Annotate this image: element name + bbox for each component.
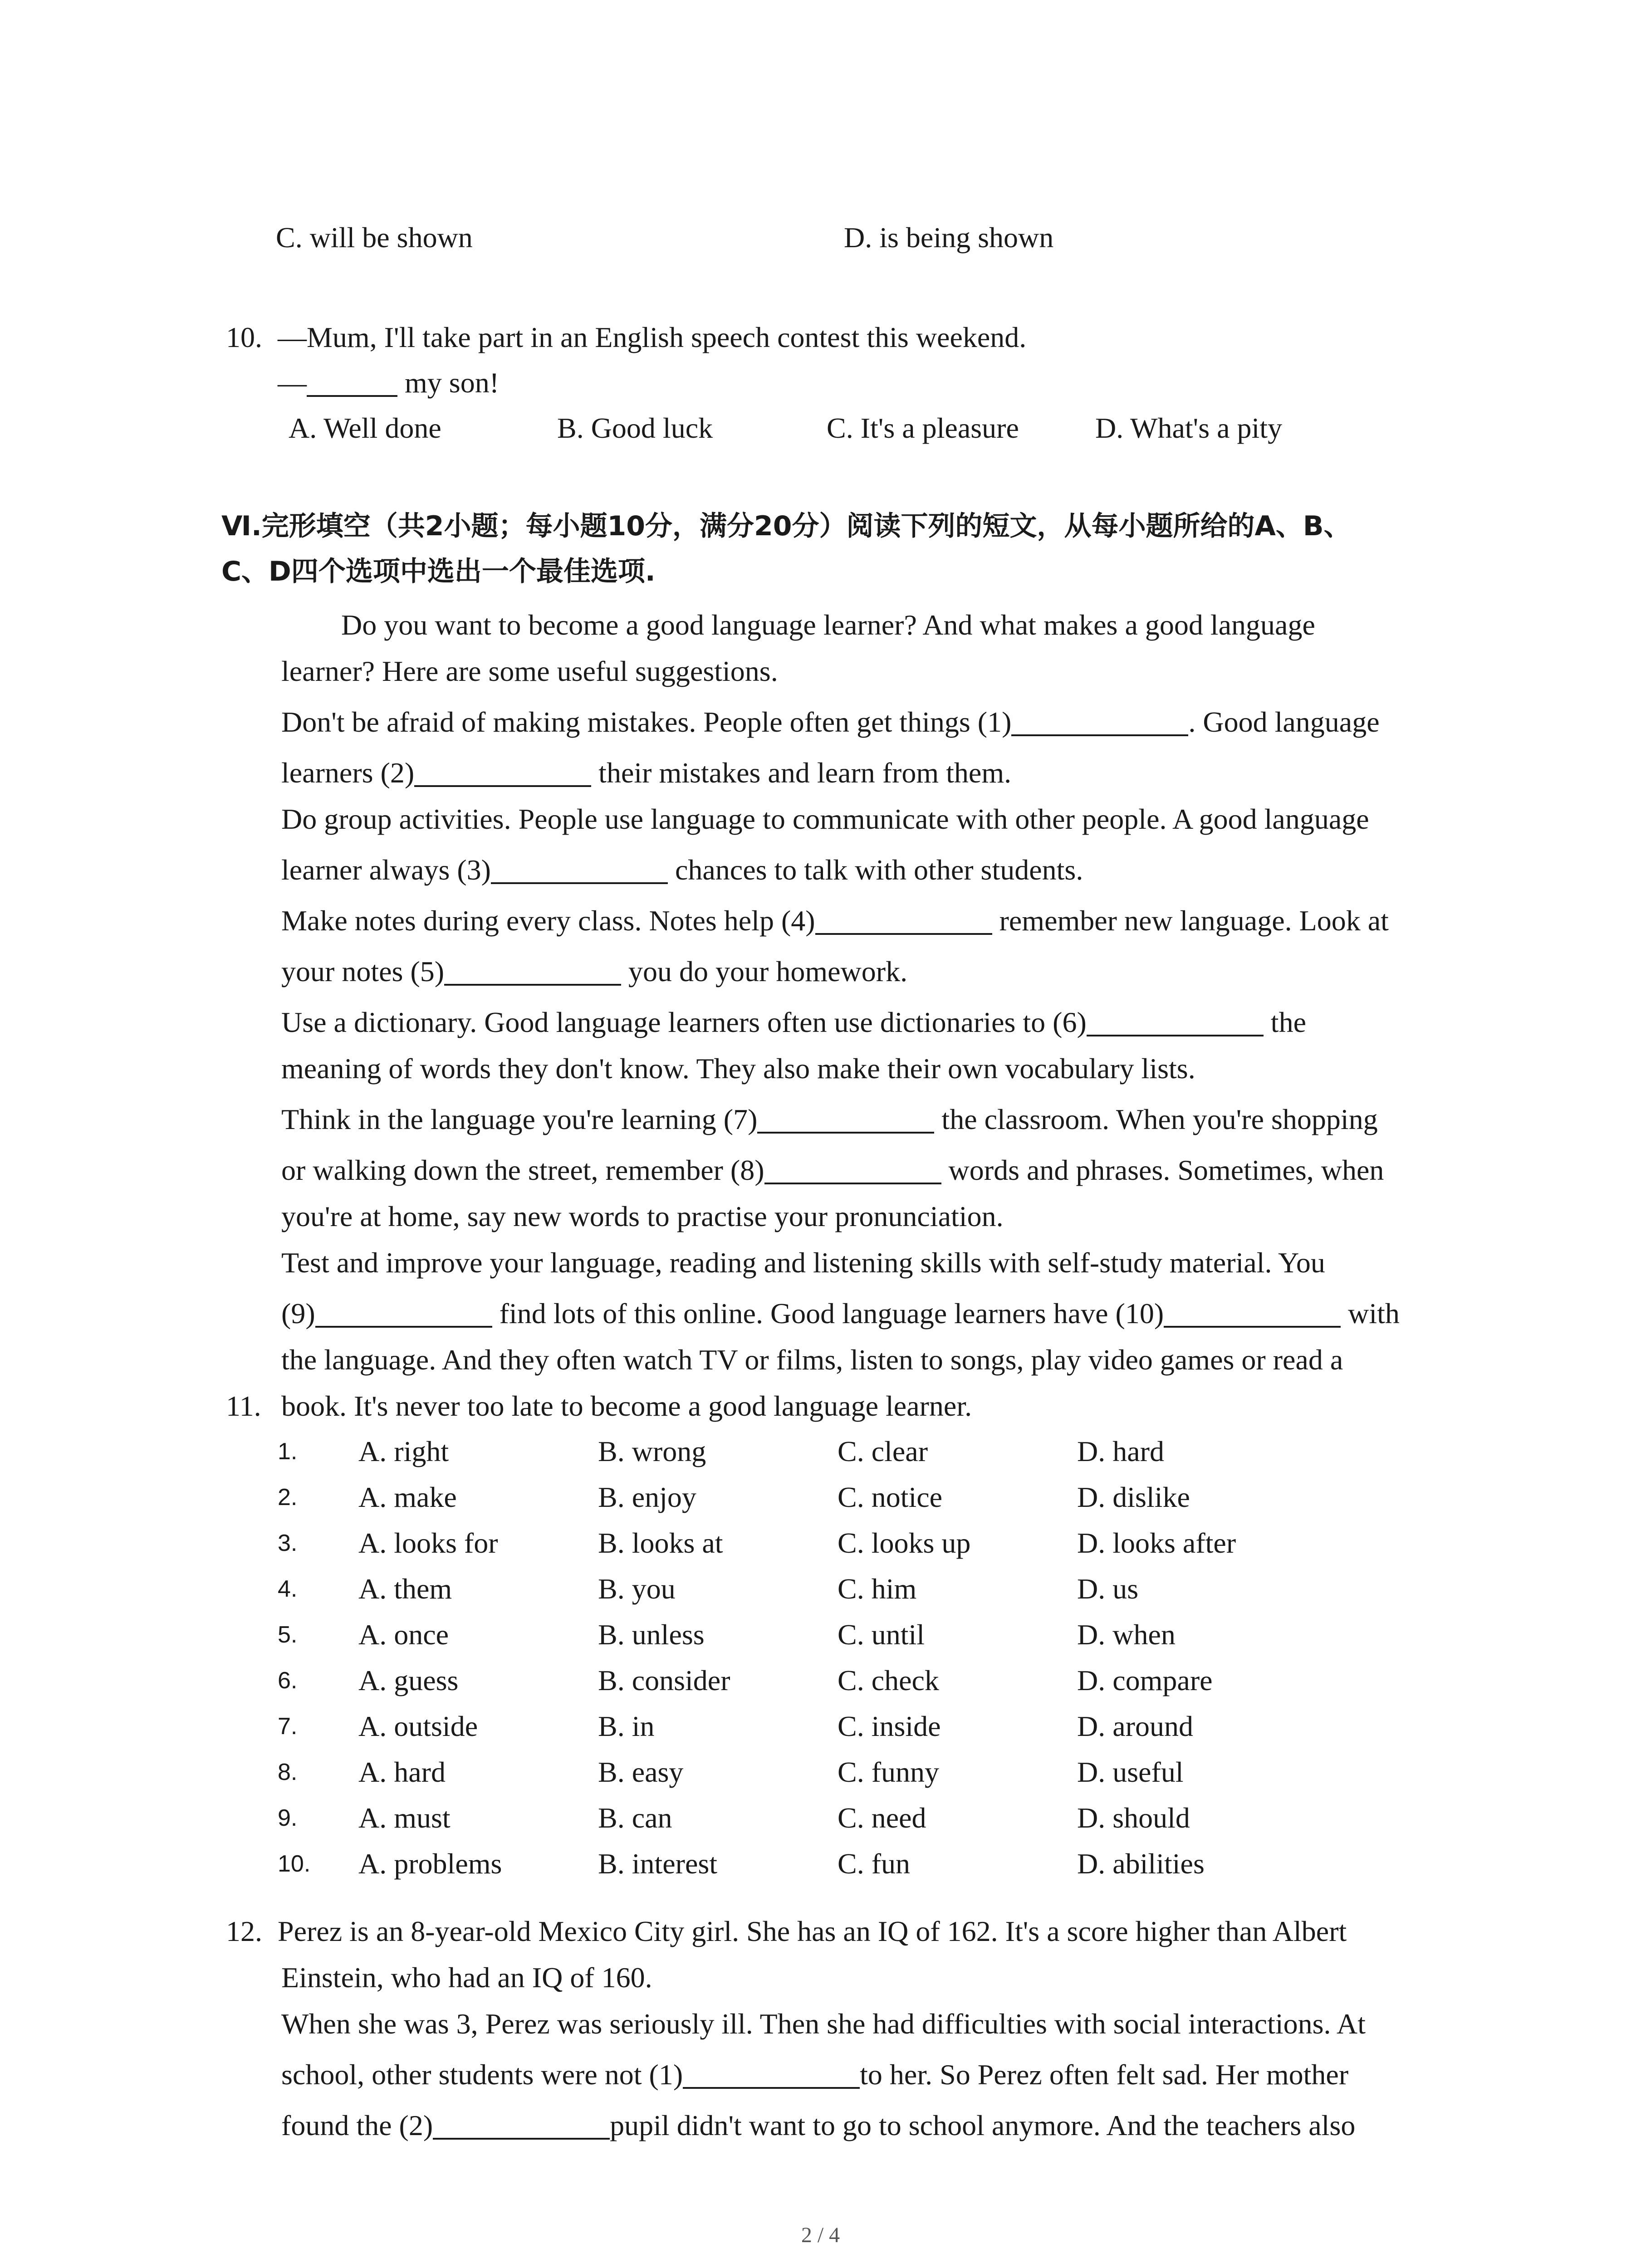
text: chances to talk with other students. bbox=[667, 854, 1083, 886]
option-a: A. guess bbox=[358, 1664, 459, 1696]
blank-1 bbox=[1011, 734, 1188, 736]
option-d: D. abilities bbox=[1077, 1848, 1205, 1880]
passage1-line11 bbox=[281, 1105, 1378, 1134]
q10-line1: —Mum, I'll take part in an English speech contest this weekend. bbox=[278, 321, 1027, 353]
q10-option-c: C. It's a pleasure bbox=[827, 412, 1019, 444]
option-row-number: 5. bbox=[278, 1622, 298, 1648]
passage1-line5: Do group activities. People use language to communicate with other people. A good language bbox=[281, 803, 1369, 835]
passage1-line6 bbox=[281, 855, 1083, 885]
option-row-number: 3. bbox=[278, 1530, 298, 1556]
q10-option-a: A. Well done bbox=[289, 412, 441, 444]
text: school, other students were not (1) bbox=[281, 2058, 683, 2091]
passage1-line12 bbox=[281, 1156, 1384, 1185]
option-d: D. useful bbox=[1077, 1756, 1184, 1788]
text: Don't be afraid of making mistakes. People often get things (1) bbox=[281, 706, 1012, 738]
text: remember new language. Look at bbox=[992, 904, 1389, 937]
option-c: C. funny bbox=[838, 1756, 939, 1788]
option-c: C. need bbox=[838, 1802, 926, 1834]
option-row-number: 10. bbox=[278, 1851, 311, 1877]
section-6-title-line2: C、D四个选项中选出一个最佳选项. bbox=[221, 556, 656, 587]
passage2-line5 bbox=[281, 2111, 1355, 2140]
passage1-line2: learner? Here are some useful suggestions. bbox=[281, 655, 778, 687]
option-d: D. when bbox=[1077, 1618, 1176, 1651]
text: Make notes during every class. Notes help (4) bbox=[281, 904, 815, 937]
q10-option-d: D. What's a pity bbox=[1095, 412, 1283, 444]
text: pupil didn't want to go to school anymore. And the teachers also bbox=[610, 2109, 1356, 2141]
option-d: D. hard bbox=[1077, 1435, 1164, 1467]
passage1-line8 bbox=[281, 957, 907, 986]
passage1-line17: book. It's never too late to become a good language learner. bbox=[281, 1390, 972, 1422]
blank-4 bbox=[815, 933, 992, 935]
text: the bbox=[1263, 1006, 1306, 1038]
text: learner always (3) bbox=[281, 854, 491, 886]
blank-3 bbox=[491, 882, 668, 884]
q10-line2-rest: my son! bbox=[397, 367, 499, 399]
option-d: D. should bbox=[1077, 1802, 1190, 1834]
passage2-line4 bbox=[281, 2060, 1348, 2089]
text: learners (2) bbox=[281, 757, 415, 789]
option-b: B. easy bbox=[598, 1756, 684, 1788]
option-a: A. outside bbox=[358, 1710, 478, 1742]
text: . Good language bbox=[1188, 706, 1380, 738]
option-a: A. make bbox=[358, 1481, 457, 1513]
option-b: B. looks at bbox=[598, 1527, 723, 1559]
blank-2 bbox=[433, 2138, 610, 2140]
option-d: D. us bbox=[1077, 1573, 1139, 1605]
passage1-line4 bbox=[281, 758, 1011, 787]
option-c: C. check bbox=[838, 1664, 939, 1696]
option-c: C. notice bbox=[838, 1481, 943, 1513]
option-a: A. problems bbox=[358, 1848, 502, 1880]
passage1-line15 bbox=[281, 1299, 1400, 1328]
text: to her. So Perez often felt sad. Her mother bbox=[860, 2058, 1349, 2091]
blank-7 bbox=[757, 1132, 934, 1134]
blank-5 bbox=[444, 984, 621, 986]
option-a: A. once bbox=[358, 1618, 449, 1651]
option-b: B. consider bbox=[598, 1664, 730, 1696]
text: found the (2) bbox=[281, 2109, 433, 2141]
option-row-number: 8. bbox=[278, 1759, 298, 1785]
option-a: A. them bbox=[358, 1573, 452, 1605]
q12-number: 12. bbox=[226, 1915, 262, 1947]
option-c: C. inside bbox=[838, 1710, 941, 1742]
option-d: D. compare bbox=[1077, 1664, 1213, 1696]
option-b: B. interest bbox=[598, 1848, 718, 1880]
option-row-number: 7. bbox=[278, 1713, 298, 1740]
option-b: B. unless bbox=[598, 1618, 705, 1651]
option-a: A. hard bbox=[358, 1756, 446, 1788]
option-row-number: 2. bbox=[278, 1484, 298, 1510]
text: your notes (5) bbox=[281, 955, 445, 987]
option-b: B. wrong bbox=[598, 1435, 706, 1467]
q10-dash: — bbox=[278, 367, 307, 399]
option-d: D. looks after bbox=[1077, 1527, 1236, 1559]
blank-9 bbox=[315, 1326, 492, 1328]
text: you do your homework. bbox=[621, 955, 908, 987]
option-b: B. in bbox=[598, 1710, 655, 1742]
option-b: B. you bbox=[598, 1573, 676, 1605]
page-number: 2 / 4 bbox=[801, 2223, 840, 2247]
option-a: A. looks for bbox=[358, 1527, 498, 1559]
option-c: C. fun bbox=[838, 1848, 910, 1880]
passage1-line3 bbox=[281, 708, 1380, 737]
passage1-line16: the language. And they often watch TV or films, listen to songs, play video games or read a bbox=[281, 1344, 1343, 1376]
option-row-number: 1. bbox=[278, 1438, 298, 1465]
passage2-line3: When she was 3, Perez was seriously ill. Then she had difficulties with social interactions. At bbox=[281, 2008, 1366, 2040]
text: find lots of this online. Good language learners have (10) bbox=[492, 1297, 1164, 1330]
passage2-line2: Einstein, who had an IQ of 160. bbox=[281, 1961, 652, 1994]
option-a: A. right bbox=[358, 1435, 449, 1467]
option-row-number: 9. bbox=[278, 1805, 298, 1831]
blank-6 bbox=[1087, 1035, 1264, 1036]
text: (9) bbox=[281, 1297, 315, 1330]
section-6-title-line1: Ⅵ.完形填空（共2小题；每小题10分，满分20分）阅读下列的短文，从每小题所给的A、B、 bbox=[221, 510, 1351, 542]
q9-option-d: D. is being shown bbox=[844, 221, 1054, 254]
option-d: D. dislike bbox=[1077, 1481, 1190, 1513]
q10-number: 10. bbox=[226, 321, 262, 353]
blank-2 bbox=[414, 785, 591, 787]
q11-number: 11. bbox=[226, 1390, 261, 1422]
option-c: C. looks up bbox=[838, 1527, 971, 1559]
option-c: C. until bbox=[838, 1618, 925, 1651]
text: words and phrases. Sometimes, when bbox=[941, 1154, 1384, 1186]
option-c: C. him bbox=[838, 1573, 917, 1605]
passage1-line7 bbox=[281, 906, 1389, 935]
blank-8 bbox=[764, 1183, 941, 1184]
passage1-line13: you're at home, say new words to practise your pronunciation. bbox=[281, 1200, 1004, 1232]
q10-blank bbox=[307, 395, 397, 397]
option-c: C. clear bbox=[838, 1435, 928, 1467]
option-row-number: 4. bbox=[278, 1576, 298, 1602]
option-a: A. must bbox=[358, 1802, 451, 1834]
q9-option-c: C. will be shown bbox=[276, 221, 473, 254]
passage1-line9 bbox=[281, 1008, 1306, 1037]
text: with bbox=[1341, 1297, 1400, 1330]
option-b: B. enjoy bbox=[598, 1481, 696, 1513]
q10-option-b: B. Good luck bbox=[557, 412, 713, 444]
text: Think in the language you're learning (7) bbox=[281, 1103, 758, 1135]
passage2-line1: Perez is an 8-year-old Mexico City girl. She has an IQ of 162. It's a score higher than Albert bbox=[278, 1915, 1347, 1947]
blank-1 bbox=[683, 2087, 860, 2089]
option-row-number: 6. bbox=[278, 1667, 298, 1694]
q10-line2 bbox=[278, 368, 499, 397]
text: their mistakes and learn from them. bbox=[591, 757, 1012, 789]
passage1-line1: Do you want to become a good language learner? And what makes a good language bbox=[341, 609, 1315, 641]
passage1-line10: meaning of words they don't know. They also make their own vocabulary lists. bbox=[281, 1052, 1195, 1085]
passage1-line14: Test and improve your language, reading and listening skills with self-study material. You bbox=[281, 1246, 1325, 1279]
option-d: D. around bbox=[1077, 1710, 1193, 1742]
text: or walking down the street, remember (8) bbox=[281, 1154, 764, 1186]
option-b: B. can bbox=[598, 1802, 672, 1834]
text: the classroom. When you're shopping bbox=[934, 1103, 1378, 1135]
blank-10 bbox=[1164, 1326, 1341, 1328]
text: Use a dictionary. Good language learners often use dictionaries to (6) bbox=[281, 1006, 1087, 1038]
